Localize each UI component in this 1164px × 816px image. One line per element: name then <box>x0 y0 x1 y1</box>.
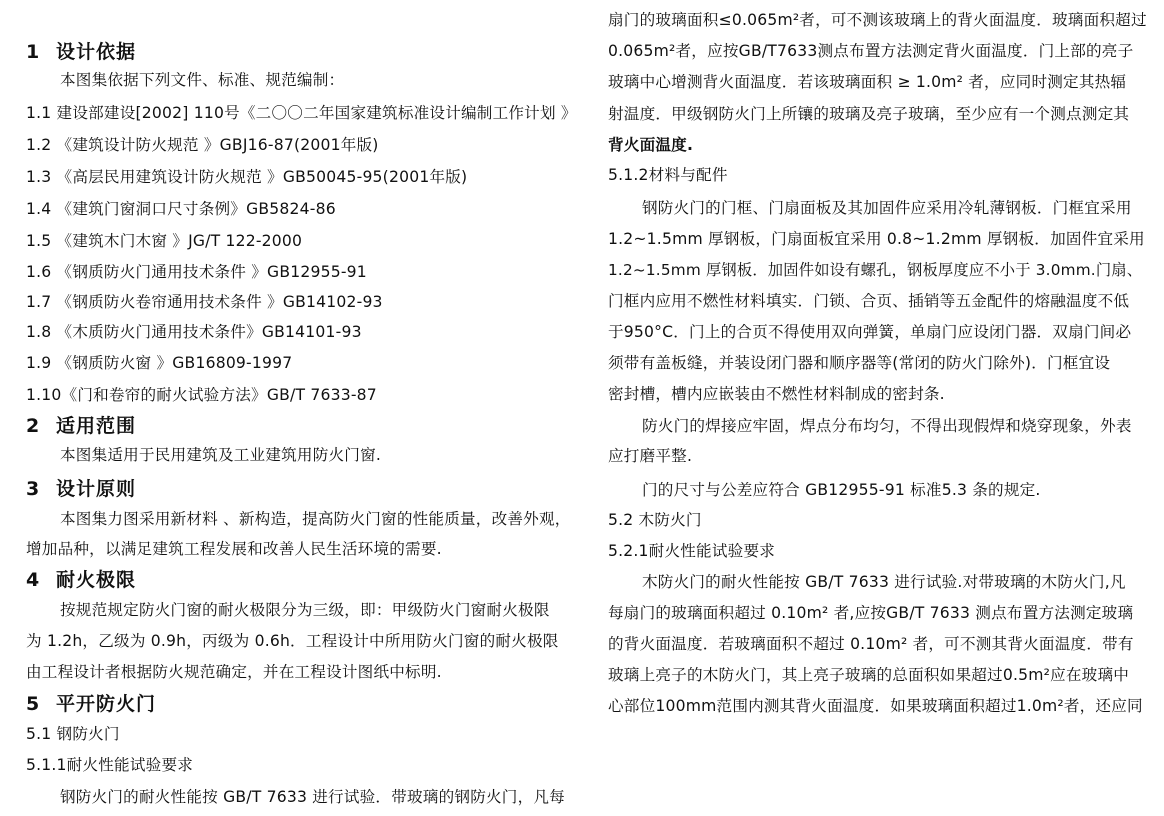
reference-item: 1.10《门和卷帘的耐火试验方法》GB/T 7633-87 <box>26 386 377 404</box>
reference-item: 1.6 《钢质防火门通用技术条件 》GB12955-91 <box>26 263 367 281</box>
subsection-heading: 5.1 钢防火门 <box>26 725 120 743</box>
section-number: 4 <box>26 569 41 591</box>
paragraph-line: 本图集依据下列文件、标准、规范编制： <box>60 71 345 89</box>
reference-item: 1.1 建设部建设[2002] 110号《二〇〇二年国家建筑标准设计编制工作计划 》 <box>26 104 577 122</box>
paragraph-line: 每扇门的玻璃面积超过 0.10m² 者,应按GB/T 7633 测点布置方法测定玻璃 <box>608 604 1134 622</box>
section-title: 设计原则 <box>56 478 137 500</box>
subsection-heading: 5.1.1耐火性能试验要求 <box>26 756 194 774</box>
reference-item: 1.4 《建筑门窗洞口尺寸条例》GB5824-86 <box>26 200 336 218</box>
reference-item: 1.3 《高层民用建筑设计防火规范 》GB50045-95(2001年版) <box>26 168 468 186</box>
paragraph-line: 1.2~1.5mm 厚钢板．加固件如设有螺孔，钢板厚度应不小于 3.0mm.门扇、 <box>608 261 1143 279</box>
paragraph-line: 钢防火门的门框、门扇面板及其加固件应采用冷轧薄钢板．门框宜采用 <box>642 199 1132 217</box>
paragraph-line: 本图集适用于民用建筑及工业建筑用防火门窗. <box>60 446 382 464</box>
section-title: 设计依据 <box>56 41 137 63</box>
paragraph-line: 按规范规定防火门窗的耐火极限分为三级，即：甲级防火门窗耐火极限 <box>60 601 550 619</box>
paragraph-line: 玻璃上亮子的木防火门，其上亮子玻璃的总面积如果超过0.5m²应在玻璃中 <box>608 666 1130 684</box>
section-title: 平开防火门 <box>56 693 157 715</box>
paragraph-line: 1.2~1.5mm 厚钢板，门扇面板宜采用 0.8~1.2mm 厚钢板．加固件宜采用 <box>608 230 1145 248</box>
paragraph-line: 0.065m²者，应按GB/T7633测点布置方法测定背火面温度．门上部的亮子 <box>608 42 1134 60</box>
section-heading-5 <box>26 692 156 716</box>
reference-item: 1.2 《建筑设计防火规范 》GBJ16-87(2001年版) <box>26 136 379 154</box>
section-number: 5 <box>26 693 41 715</box>
section-heading-1 <box>26 40 136 64</box>
subsection-heading: 5.2.1耐火性能试验要求 <box>608 542 776 560</box>
section-title: 适用范围 <box>56 415 137 437</box>
paragraph-line: 玻璃中心增测背火面温度．若该玻璃面积 ≥ 1.0m² 者，应同时测定其热辐 <box>608 73 1127 91</box>
paragraph-line: 为 1.2h，乙级为 0.9h，丙级为 0.6h．工程设计中所用防火门窗的耐火极限 <box>26 632 559 650</box>
paragraph-line: 须带有盖板缝，并装设闭门器和顺序器等(常闭的防火门除外)．门框宜设 <box>608 354 1111 372</box>
reference-item: 1.5 《建筑木门木窗 》JG/T 122-2000 <box>26 232 303 250</box>
section-number: 3 <box>26 478 41 500</box>
paragraph-line: 背火面温度. <box>608 136 694 154</box>
paragraph-line: 钢防火门的耐火性能按 GB/T 7633 进行试验．带玻璃的钢防火门，凡每 <box>60 788 565 806</box>
section-heading-4 <box>26 568 136 592</box>
paragraph-line: 密封槽，槽内应嵌装由不燃性材料制成的密封条. <box>608 385 945 403</box>
paragraph-line: 木防火门的耐火性能按 GB/T 7633 进行试验.对带玻璃的木防火门,凡 <box>642 573 1126 591</box>
section-number: 1 <box>26 41 41 63</box>
subsection-heading: 5.1.2材料与配件 <box>608 166 728 184</box>
paragraph-line: 应打磨平整. <box>608 447 693 465</box>
section-title: 耐火极限 <box>56 569 137 591</box>
paragraph-line: 增加品种，以满足建筑工程发展和改善人民生活环境的需要. <box>26 540 442 558</box>
paragraph-line: 门的尺寸与公差应符合 GB12955-91 标准5.3 条的规定. <box>642 481 1041 499</box>
reference-item: 1.9 《钢质防火窗 》GB16809-1997 <box>26 354 293 372</box>
paragraph-line: 的背火面温度．若玻璃面积不超过 0.10m² 者，可不测其背火面温度．带有 <box>608 635 1134 653</box>
section-number: 2 <box>26 415 41 437</box>
subsection-heading: 5.2 木防火门 <box>608 511 702 529</box>
paragraph-line: 射温度．甲级钢防火门上所镶的玻璃及亮子玻璃，至少应有一个测点测定其 <box>608 105 1130 123</box>
section-heading-2 <box>26 414 136 438</box>
paragraph-line: 门框内应用不燃性材料填实．门锁、合页、插销等五金配件的熔融温度不低 <box>608 292 1130 310</box>
paragraph-line: 由工程设计者根据防火规范确定，并在工程设计图纸中标明. <box>26 663 442 681</box>
section-heading-3 <box>26 477 136 501</box>
paragraph-line: 防火门的焊接应牢固，焊点分布均匀，不得出现假焊和烧穿现象，外表 <box>642 417 1132 435</box>
paragraph-line: 扇门的玻璃面积≤0.065m²者，可不测该玻璃上的背火面温度．玻璃面积超过 <box>608 11 1147 29</box>
paragraph-line: 心部位100mm范围内测其背火面温度．如果玻璃面积超过1.0m²者，还应同 <box>608 697 1143 715</box>
paragraph-line: 于950°C．门上的合页不得使用双向弹簧，单扇门应设闭门器．双扇门间必 <box>608 323 1132 341</box>
paragraph-line: 本图集力图采用新材料 、新构造，提高防火门窗的性能质量，改善外观， <box>60 510 571 528</box>
reference-item: 1.7 《钢质防火卷帘通用技术条件 》GB14102-93 <box>26 293 383 311</box>
reference-item: 1.8 《木质防火门通用技术条件》GB14101-93 <box>26 323 362 341</box>
